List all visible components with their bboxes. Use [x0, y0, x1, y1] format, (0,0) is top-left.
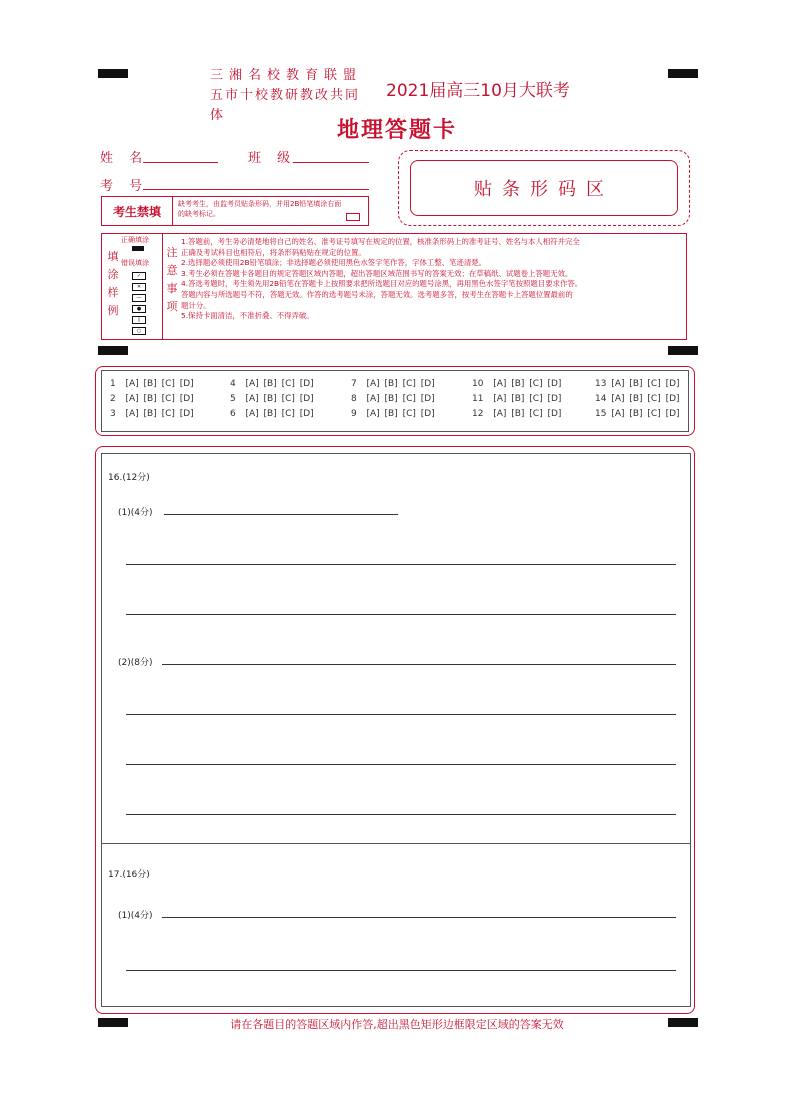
- timing-mark: [98, 346, 128, 355]
- answer-line[interactable]: [126, 614, 676, 615]
- question-17-part-1-label: (1)(4分): [118, 911, 153, 921]
- notice-text: [181, 237, 683, 322]
- class-field[interactable]: [293, 162, 369, 163]
- mc-item-9[interactable]: 9 [A] [B] [C] [D]: [351, 409, 435, 419]
- exam-name: 2021届高三10月大联考: [386, 81, 570, 101]
- timing-mark: [668, 346, 698, 355]
- mc-item-10[interactable]: 10 [A] [B] [C] [D]: [472, 379, 562, 389]
- exam-number-field[interactable]: [143, 189, 369, 190]
- mc-item-13[interactable]: 13 [A] [B] [C] [D]: [595, 379, 680, 389]
- answer-line[interactable]: [126, 714, 676, 715]
- mc-item-15[interactable]: 15 [A] [B] [C] [D]: [595, 409, 680, 419]
- answer-line[interactable]: [162, 917, 676, 918]
- wrong-fill-sample-circle: ○: [132, 327, 146, 335]
- answer-line[interactable]: [126, 564, 676, 565]
- notice-box: [101, 233, 687, 340]
- mc-item-5[interactable]: 5 [A] [B] [C] [D]: [230, 394, 314, 404]
- correct-fill-label: 正确填涂: [121, 236, 149, 244]
- absent-mark-box[interactable]: [346, 213, 360, 221]
- answer-line[interactable]: [162, 664, 676, 665]
- barcode-area: 贴条形码区: [410, 160, 678, 216]
- notice-line: 答题内容与所选题号不符，答题无效。作答的选考题号未涂，答题无效。选考题多答，按考生在答题卡上答题位置最前的: [181, 289, 573, 299]
- timing-mark: [668, 69, 698, 78]
- absent-label: 考生禁填: [102, 197, 173, 225]
- notice-line: 1.答题前，考生务必清楚地将自己的姓名、准考证号填写在规定的位置，核准条形码上的准考证号、姓名与本人相符并完全: [181, 237, 580, 246]
- notice-divider: [162, 234, 163, 339]
- question-17-title: 17.(16分): [108, 870, 150, 880]
- notice-line: 正确及考试科目也相符后，将条形码粘贴在规定的位置。: [181, 247, 366, 257]
- notice-title: 注意事项: [166, 246, 178, 313]
- name-label: 姓 名: [100, 151, 149, 166]
- mc-item-2[interactable]: 2 [A] [B] [C] [D]: [110, 394, 194, 404]
- mc-item-8[interactable]: 8 [A] [B] [C] [D]: [351, 394, 435, 404]
- notice-line: 4.答选考题时，考生须先用2B铅笔在答题卡上按照要求把所选题目对应的题号涂黑，再用黑色水签字笔按照题目要求作答。: [181, 279, 583, 289]
- answer-section: [101, 453, 691, 1007]
- wrong-fill-sample-partial: ▯: [132, 316, 146, 324]
- wrong-fill-sample-dot: ●: [132, 305, 146, 313]
- mc-item-11[interactable]: 11 [A] [B] [C] [D]: [472, 394, 562, 404]
- mc-item-7[interactable]: 7 [A] [B] [C] [D]: [351, 379, 435, 389]
- class-label: 班 级: [248, 151, 297, 166]
- mc-item-14[interactable]: 14 [A] [B] [C] [D]: [595, 394, 680, 404]
- answer-line[interactable]: [164, 514, 398, 515]
- page-title: 地理答题卡: [336, 118, 457, 143]
- name-field[interactable]: [143, 162, 218, 163]
- absent-instructions: 缺考考生，由监考员贴条形码，并用2B铅笔填涂右面的缺考标记。: [178, 200, 342, 218]
- correct-fill-sample: [132, 246, 144, 251]
- exam-number-label: 考 号: [100, 179, 149, 194]
- wrong-fill-sample-cross: ✕: [132, 283, 146, 291]
- mc-item-4[interactable]: 4 [A] [B] [C] [D]: [230, 379, 314, 389]
- question-16-title: 16.(12分): [108, 473, 150, 483]
- wrong-fill-label: 错误填涂: [121, 259, 149, 267]
- wrong-fill-sample-dash: —: [132, 294, 146, 302]
- wrong-fill-sample-check: ✓: [132, 272, 146, 280]
- footer-warning: 请在各题目的答题区域内作答,超出黑色矩形边框限定区域的答案无效: [230, 1018, 564, 1031]
- notice-line: 5.保持卡面清洁，不准折叠、不得弄破。: [181, 311, 314, 321]
- notice-line: 3.考生必须在答题卡各题目的规定答题区域内答题，超出答题区域范围书写的答案无效；在草稿纸、试题卷上答题无效。: [181, 268, 573, 278]
- question-16-part-1-label: (1)(4分): [118, 508, 153, 518]
- mc-item-3[interactable]: 3 [A] [B] [C] [D]: [110, 409, 194, 419]
- absent-box: [101, 196, 369, 226]
- mc-section: [101, 370, 689, 432]
- fill-sample-title: 填涂样例: [107, 250, 119, 317]
- organizer-line-1: 三湘名校教育联盟: [210, 68, 363, 83]
- question-divider: [101, 843, 691, 844]
- mc-item-6[interactable]: 6 [A] [B] [C] [D]: [230, 409, 314, 419]
- mc-item-12[interactable]: 12 [A] [B] [C] [D]: [472, 409, 562, 419]
- mc-item-1[interactable]: 1 [A] [B] [C] [D]: [110, 379, 194, 389]
- answer-line[interactable]: [126, 814, 676, 815]
- organizer-line-2: 五市十校教研教改共同体: [210, 88, 361, 123]
- timing-mark: [98, 69, 128, 78]
- notice-line: 2.选择题必须使用2B铅笔填涂；非选择题必须使用黑色水签字笔作答，字体工整、笔迹清楚。: [181, 258, 487, 268]
- answer-line[interactable]: [126, 970, 676, 971]
- notice-line: 题计分。: [181, 300, 211, 310]
- answer-line[interactable]: [126, 764, 676, 765]
- question-16-part-2-label: (2)(8分): [118, 658, 153, 668]
